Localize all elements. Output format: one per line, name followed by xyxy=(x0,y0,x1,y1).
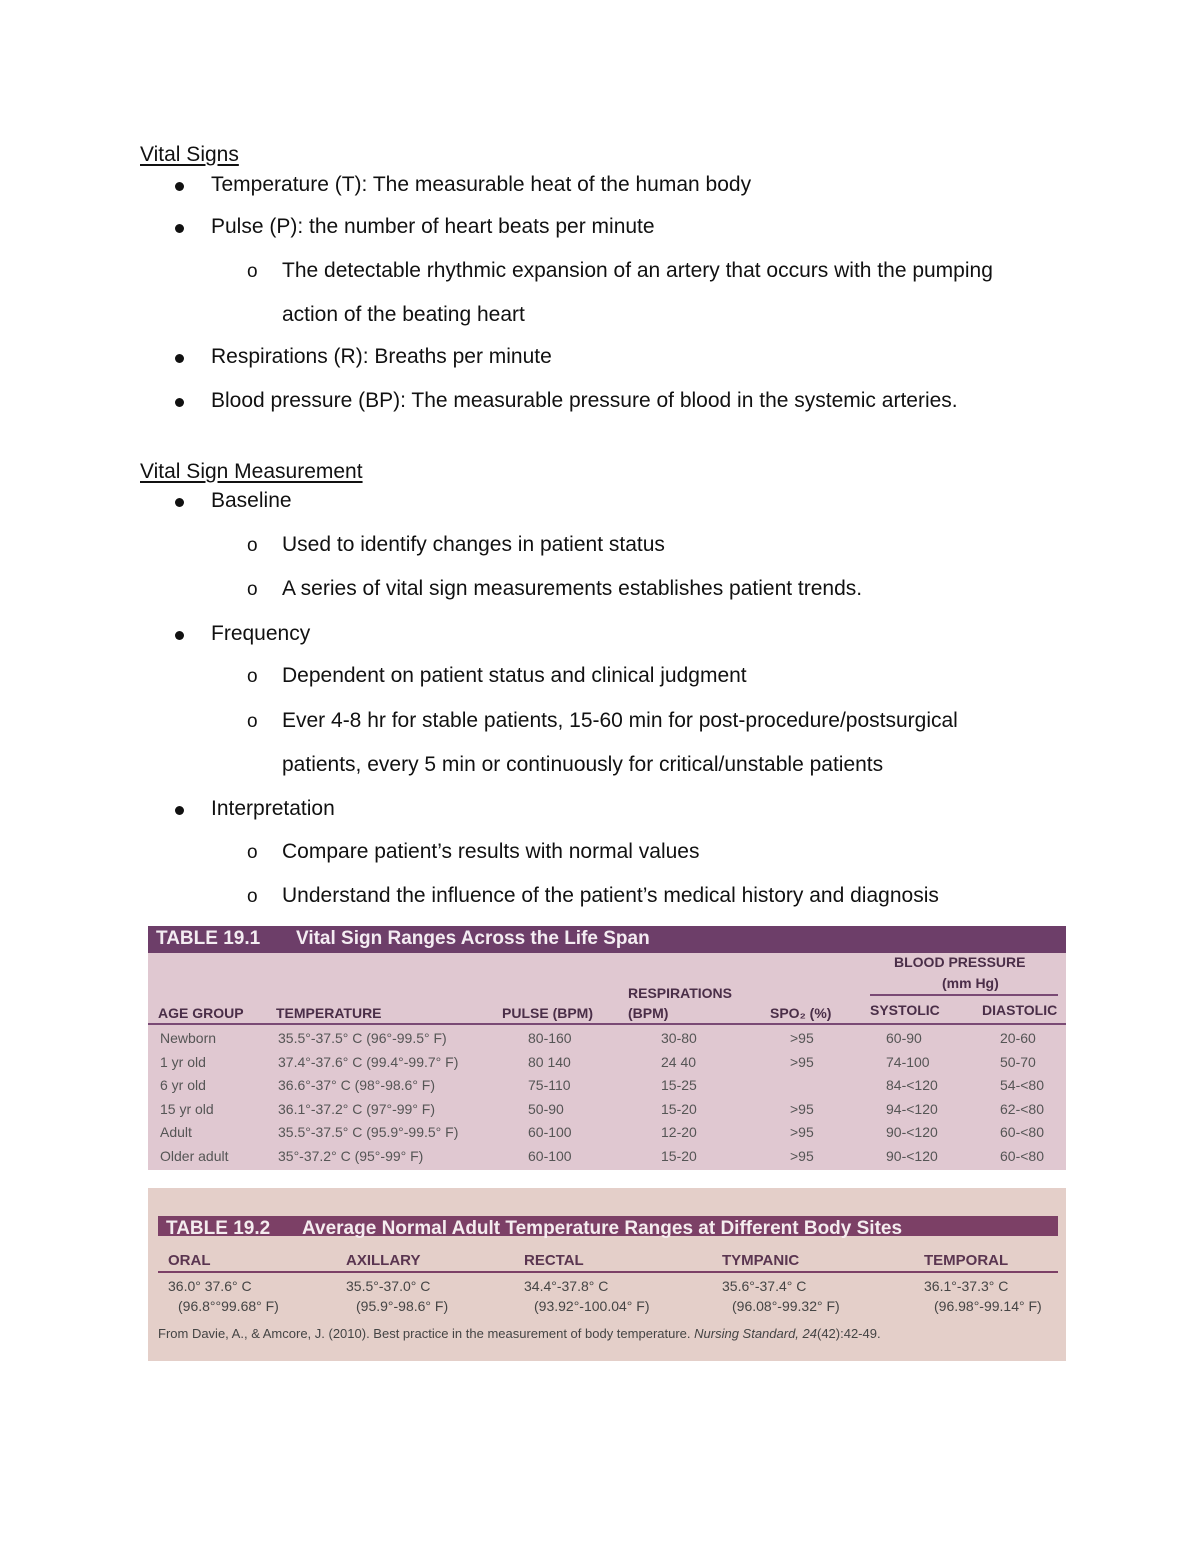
table-cell: >95 xyxy=(790,1147,814,1164)
table-cell: 84-<120 xyxy=(886,1077,938,1093)
table-cell: 36.1°-37.2° C (97°-99° F) xyxy=(278,1100,436,1117)
table-19-2 xyxy=(148,1188,1066,1361)
site-header: ORAL xyxy=(168,1252,211,1269)
table-cell: 12-20 xyxy=(661,1124,697,1140)
pulse-header: PULSE (BPM) xyxy=(502,1005,593,1021)
header-rule xyxy=(158,1271,1058,1273)
systolic-header: SYSTOLIC xyxy=(870,1002,940,1018)
table-cell: 35°-37.2° C (95°-99° F) xyxy=(278,1147,424,1164)
table-cell: 15-20 xyxy=(661,1147,697,1164)
bullet-icon xyxy=(175,498,184,507)
celsius-cell: 35.6°-37.4° C xyxy=(722,1278,807,1294)
table-cell: >95 xyxy=(790,1100,814,1117)
respirations-units-header: (BPM) xyxy=(628,1005,669,1021)
sub-list-item: Ever 4-8 hr for stable patients, 15-60 min for post-procedure/postsurgical xyxy=(282,709,958,732)
sub-list-item: Used to identify changes in patient status xyxy=(282,533,665,556)
bp-rule xyxy=(870,994,1058,996)
list-item: Pulse (P): the number of heart beats per minute xyxy=(211,215,655,238)
table-cell: 90-<120 xyxy=(886,1147,938,1164)
table-cell: 36.6°-37° C (98°-98.6° F) xyxy=(278,1077,436,1093)
temperature-header: TEMPERATURE xyxy=(276,1005,382,1021)
celsius-cell: 34.4°-37.8° C xyxy=(524,1278,609,1294)
list-item: Baseline xyxy=(211,489,292,512)
site-header: TEMPORAL xyxy=(924,1252,1009,1269)
diastolic-header: DIASTOLIC xyxy=(982,1002,1058,1018)
vital-signs-heading: Vital Signs xyxy=(140,143,239,166)
sub-bullet-icon: o xyxy=(247,886,258,907)
site-header: AXILLARY xyxy=(346,1252,421,1269)
bp-units-header: (mm Hg) xyxy=(942,975,999,991)
fahrenheit-cell: (96.8°°99.68° F) xyxy=(178,1298,279,1314)
age-group-cell: 6 yr old xyxy=(160,1077,206,1093)
table-cell: 80 140 xyxy=(528,1053,571,1070)
bullet-icon xyxy=(175,224,184,233)
list-item: Interpretation xyxy=(211,797,335,820)
table-cell: 74-100 xyxy=(886,1053,930,1070)
citation-journal: Nursing Standard, 24 xyxy=(694,1326,817,1341)
celsius-cell: 35.5°-37.0° C xyxy=(346,1278,431,1294)
sub-bullet-icon: o xyxy=(247,261,258,282)
table-cell: 37.4°-37.6° C (99.4°-99.7° F) xyxy=(278,1053,459,1070)
table-label: TABLE 19.1 xyxy=(156,928,261,949)
table-cell: >95 xyxy=(790,1030,814,1046)
sub-list-item: Understand the influence of the patient’s medical history and diagnosis xyxy=(282,884,939,907)
table-cell: 24 40 xyxy=(661,1053,697,1070)
age-group-header: AGE GROUP xyxy=(158,1005,244,1021)
sub-list-item-continuation: action of the beating heart xyxy=(282,303,525,326)
sub-list-item: Dependent on patient status and clinical judgment xyxy=(282,664,747,687)
table-label: TABLE 19.2 xyxy=(166,1218,271,1239)
table-cell: 20-60 xyxy=(1000,1030,1036,1046)
table-cell: >95 xyxy=(790,1053,814,1070)
table-cell: 60-<80 xyxy=(1000,1124,1044,1140)
celsius-cell: 36.1°-37.3° C xyxy=(924,1278,1009,1294)
bullet-icon xyxy=(175,631,184,640)
respirations-header: RESPIRATIONS xyxy=(628,985,732,1001)
fahrenheit-cell: (96.08°-99.32° F) xyxy=(732,1298,840,1314)
sub-bullet-icon: o xyxy=(247,711,258,732)
table-cell: 50-70 xyxy=(1000,1053,1036,1070)
table-cell: 62-<80 xyxy=(1000,1100,1044,1117)
bp-header: BLOOD PRESSURE xyxy=(894,954,1026,970)
bullet-icon xyxy=(175,182,184,191)
sub-bullet-icon: o xyxy=(247,535,258,556)
table-citation xyxy=(158,1326,881,1341)
table-cell: 90-<120 xyxy=(886,1124,938,1140)
measurement-heading: Vital Sign Measurement xyxy=(140,460,363,483)
site-header: RECTAL xyxy=(524,1252,584,1269)
table-cell: 60-100 xyxy=(528,1124,572,1140)
age-group-cell: 15 yr old xyxy=(160,1100,214,1117)
fahrenheit-cell: (95.9°-98.6° F) xyxy=(356,1298,449,1314)
table-cell: 15-25 xyxy=(661,1077,697,1093)
table-cell: 60-90 xyxy=(886,1030,922,1046)
sub-list-item: A series of vital sign measurements establishes patient trends. xyxy=(282,577,863,600)
age-group-cell: Adult xyxy=(160,1124,192,1140)
bullet-icon xyxy=(175,398,184,407)
table-cell: 35.5°-37.5° C (95.9°-99.5° F) xyxy=(278,1124,459,1140)
table-cell: 60-100 xyxy=(528,1147,572,1164)
list-item: Temperature (T): The measurable heat of the human body xyxy=(211,173,752,196)
table-cell: 80-160 xyxy=(528,1030,572,1046)
fahrenheit-cell: (96.98°-99.14° F) xyxy=(934,1298,1042,1314)
celsius-cell: 36.0° 37.6° C xyxy=(168,1278,252,1294)
sub-bullet-icon: o xyxy=(247,579,258,600)
table-title: Vital Sign Ranges Across the Life Span xyxy=(296,928,650,949)
sub-list-item: The detectable rhythmic expansion of an artery that occurs with the pumping xyxy=(282,259,993,282)
sub-bullet-icon: o xyxy=(247,842,258,863)
age-group-cell: 1 yr old xyxy=(160,1053,206,1070)
age-group-cell: Newborn xyxy=(160,1030,217,1046)
table-cell: 35.5°-37.5° C (96°-99.5° F) xyxy=(278,1030,447,1046)
bullet-icon xyxy=(175,806,184,815)
spo2-header: SPO₂ (%) xyxy=(770,1005,832,1021)
table-title: Average Normal Adult Temperature Ranges at Different Body Sites xyxy=(302,1218,903,1239)
table-cell: 60-<80 xyxy=(1000,1147,1044,1164)
header-rule xyxy=(148,1023,1066,1025)
table-cell: >95 xyxy=(790,1124,814,1140)
sub-list-item: Compare patient’s results with normal values xyxy=(282,840,700,863)
table-cell: 54-<80 xyxy=(1000,1077,1044,1093)
list-item: Frequency xyxy=(211,622,311,645)
bullet-icon xyxy=(175,354,184,363)
site-header: TYMPANIC xyxy=(722,1252,800,1269)
sub-list-item-continuation: patients, every 5 min or continuously for critical/unstable patients xyxy=(282,753,884,776)
table-cell: 30-80 xyxy=(661,1030,697,1046)
table-cell: 15-20 xyxy=(661,1100,697,1117)
citation-main: From Davie, A., & Amcore, J. (2010). Best practice in the measurement of body temperature. xyxy=(158,1326,695,1341)
sub-bullet-icon: o xyxy=(247,666,258,687)
table-cell: 50-90 xyxy=(528,1100,564,1117)
fahrenheit-cell: (93.92°-100.04° F) xyxy=(534,1298,650,1314)
table-19-1 xyxy=(148,926,1066,1170)
citation-tail: (42):42-49. xyxy=(816,1326,881,1341)
list-item: Respirations (R): Breaths per minute xyxy=(211,345,552,368)
age-group-cell: Older adult xyxy=(160,1147,229,1164)
table-cell: 94-<120 xyxy=(886,1100,938,1117)
list-item: Blood pressure (BP): The measurable pressure of blood in the systemic arteries. xyxy=(211,389,958,412)
table-cell: 75-110 xyxy=(528,1077,571,1093)
